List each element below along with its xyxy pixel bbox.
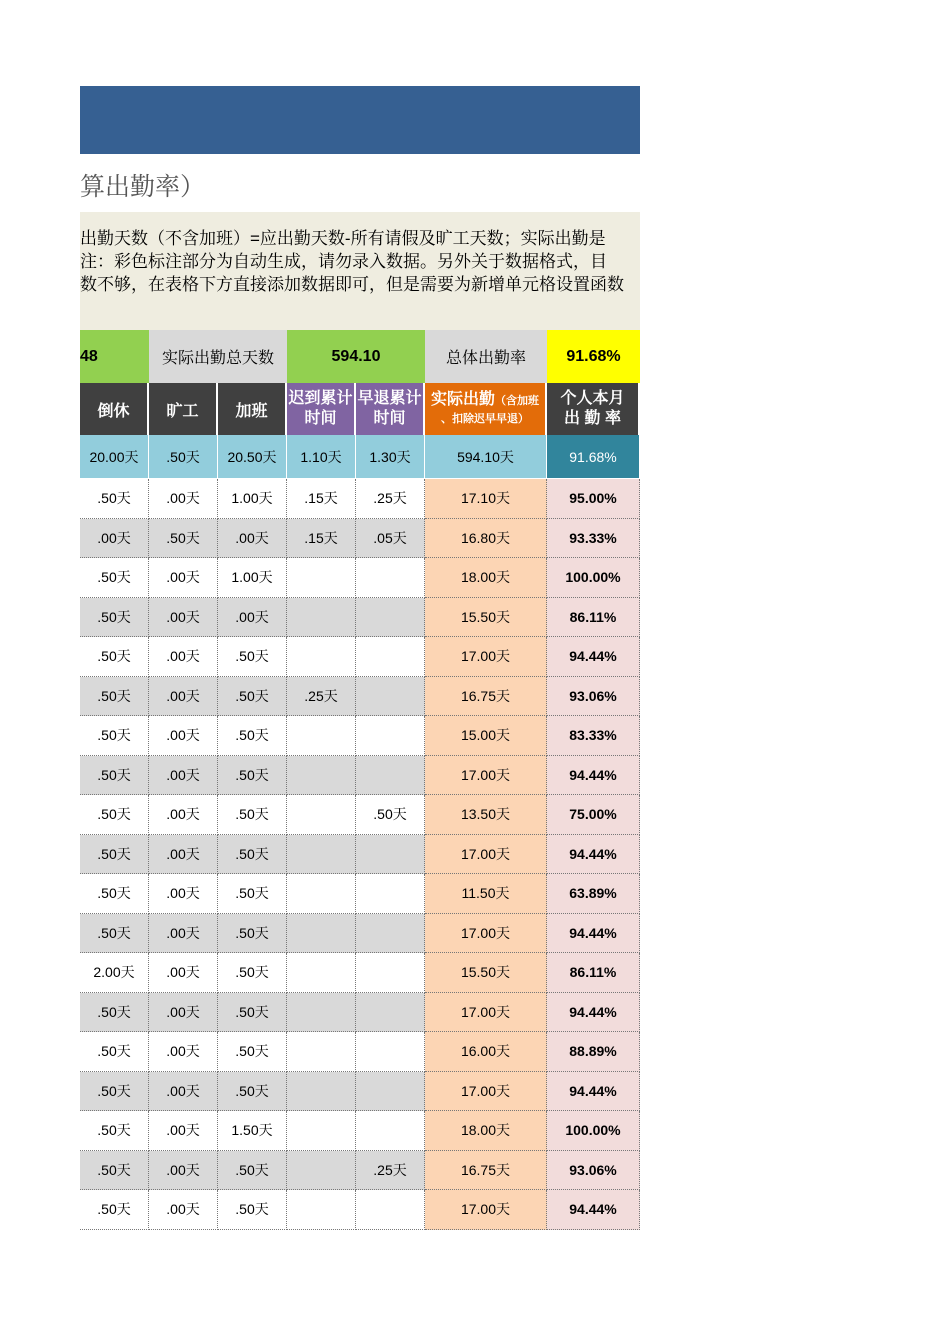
table-cell[interactable]: .00天 <box>218 598 287 638</box>
overall-rate-label: 总体出勤率 <box>425 330 547 383</box>
table-cell[interactable]: .50天 <box>218 874 287 914</box>
table-cell[interactable]: 86.11% <box>547 598 640 638</box>
table-cell[interactable]: 95.00% <box>547 479 640 519</box>
table-row <box>80 558 640 598</box>
note-line: 出勤天数（不含加班）=应出勤天数-所有请假及旷工天数；实际出勤是 <box>80 229 606 248</box>
notes-box <box>80 212 640 330</box>
table-cell[interactable]: .00天 <box>149 1151 218 1191</box>
table-cell[interactable]: .50天 <box>80 1111 149 1151</box>
table-cell[interactable]: .25天 <box>356 1151 425 1191</box>
table-row <box>80 756 640 796</box>
table-row <box>80 716 640 756</box>
table-cell[interactable] <box>287 835 356 875</box>
table-cell[interactable]: 16.75天 <box>425 677 547 717</box>
table-cell[interactable]: .00天 <box>149 598 218 638</box>
table-cell[interactable]: .50天 <box>149 519 218 559</box>
table-cell[interactable]: .50天 <box>80 598 149 638</box>
table-cell[interactable] <box>287 756 356 796</box>
table-cell[interactable]: .50天 <box>218 1190 287 1230</box>
table-cell[interactable] <box>356 1111 425 1151</box>
table-cell[interactable]: .50天 <box>218 1072 287 1112</box>
summary-partial-value[interactable]: 48 <box>80 330 149 383</box>
table-row <box>80 598 640 638</box>
table-cell[interactable]: .50天 <box>80 716 149 756</box>
table-cell[interactable]: .50天 <box>356 795 425 835</box>
table-cell[interactable] <box>356 1032 425 1072</box>
table-cell[interactable]: .50天 <box>80 558 149 598</box>
table-cell[interactable]: 13.50天 <box>425 795 547 835</box>
table-cell[interactable]: .50天 <box>80 914 149 954</box>
table-cell[interactable]: .05天 <box>356 519 425 559</box>
summary-row <box>80 330 640 383</box>
total-cell[interactable]: 20.00天 <box>80 435 149 479</box>
table-cell[interactable] <box>356 637 425 677</box>
table-cell[interactable] <box>287 1190 356 1230</box>
table-cell[interactable]: .00天 <box>149 1111 218 1151</box>
table-cell[interactable]: .50天 <box>218 953 287 993</box>
table-cell[interactable] <box>287 716 356 756</box>
table-cell[interactable] <box>356 914 425 954</box>
table-cell[interactable]: .00天 <box>149 756 218 796</box>
table-cell[interactable]: 15.50天 <box>425 953 547 993</box>
table-cell[interactable]: .50天 <box>218 835 287 875</box>
table-cell[interactable]: 2.00天 <box>80 953 149 993</box>
table-cell[interactable]: 17.00天 <box>425 1072 547 1112</box>
table-cell[interactable] <box>287 795 356 835</box>
table-cell[interactable]: .50天 <box>80 677 149 717</box>
col-header-early-leave-time: 早退累计 时间 <box>356 383 425 435</box>
table-cell[interactable] <box>356 756 425 796</box>
table-row <box>80 874 640 914</box>
table-cell[interactable]: .50天 <box>80 637 149 677</box>
col-header-comp-leave: 倒休 <box>80 383 149 435</box>
table-cell[interactable]: 83.33% <box>547 716 640 756</box>
table-cell[interactable]: .50天 <box>218 1151 287 1191</box>
table-cell[interactable] <box>356 835 425 875</box>
table-cell[interactable] <box>356 953 425 993</box>
table-cell[interactable]: .00天 <box>149 1072 218 1112</box>
table-cell[interactable]: .00天 <box>218 519 287 559</box>
table-cell[interactable]: 94.44% <box>547 1072 640 1112</box>
total-cell[interactable]: 594.10天 <box>425 435 547 479</box>
table-cell[interactable]: 100.00% <box>547 1111 640 1151</box>
table-cell[interactable]: 94.44% <box>547 914 640 954</box>
table-cell[interactable] <box>356 1072 425 1112</box>
table-cell[interactable]: 17.00天 <box>425 835 547 875</box>
table-cell[interactable]: .00天 <box>80 519 149 559</box>
table-cell[interactable] <box>356 1190 425 1230</box>
table-cell[interactable]: .50天 <box>80 993 149 1033</box>
table-cell[interactable]: .00天 <box>149 795 218 835</box>
col-header-late-time: 迟到累计 时间 <box>287 383 356 435</box>
table-cell[interactable]: 17.00天 <box>425 756 547 796</box>
table-cell[interactable] <box>356 677 425 717</box>
table-cell[interactable] <box>287 637 356 677</box>
table-cell[interactable]: .00天 <box>149 1032 218 1072</box>
table-cell[interactable]: .50天 <box>218 677 287 717</box>
table-cell[interactable]: 93.06% <box>547 677 640 717</box>
table-cell[interactable]: 11.50天 <box>425 874 547 914</box>
table-row <box>80 677 640 717</box>
table-cell[interactable]: .50天 <box>80 756 149 796</box>
table-cell[interactable] <box>287 914 356 954</box>
table-row <box>80 479 640 519</box>
table-cell[interactable]: 94.44% <box>547 993 640 1033</box>
table-cell[interactable]: 16.75天 <box>425 1151 547 1191</box>
table-cell[interactable] <box>287 1111 356 1151</box>
table-cell[interactable]: 93.06% <box>547 1151 640 1191</box>
table-cell[interactable]: .50天 <box>80 1032 149 1072</box>
table-cell[interactable] <box>356 598 425 638</box>
table-cell[interactable]: 16.00天 <box>425 1032 547 1072</box>
table-row <box>80 914 640 954</box>
column-header-row <box>80 383 640 435</box>
table-cell[interactable]: .50天 <box>218 914 287 954</box>
table-cell[interactable] <box>287 1072 356 1112</box>
table-cell[interactable]: .00天 <box>149 479 218 519</box>
actual-total-value[interactable]: 594.10 <box>287 330 425 383</box>
table-cell[interactable]: 88.89% <box>547 1032 640 1072</box>
table-row <box>80 519 640 559</box>
table-cell[interactable]: .50天 <box>80 1151 149 1191</box>
col-header-personal-rate: 个人本月 出 勤 率 <box>547 383 640 435</box>
table-cell[interactable]: .00天 <box>149 716 218 756</box>
table-cell[interactable]: .50天 <box>218 993 287 1033</box>
col-header-absent: 旷工 <box>149 383 218 435</box>
table-cell[interactable]: .50天 <box>218 637 287 677</box>
table-cell[interactable]: 94.44% <box>547 637 640 677</box>
table-row <box>80 1190 640 1230</box>
table-cell[interactable]: .25天 <box>287 677 356 717</box>
table-cell[interactable]: 16.80天 <box>425 519 547 559</box>
table-row <box>80 1151 640 1191</box>
table-cell[interactable] <box>287 993 356 1033</box>
table-cell[interactable] <box>287 1151 356 1191</box>
table-cell[interactable]: 1.00天 <box>218 479 287 519</box>
table-cell[interactable]: 94.44% <box>547 756 640 796</box>
table-cell[interactable]: .50天 <box>80 835 149 875</box>
table-cell[interactable]: .00天 <box>149 677 218 717</box>
table-cell[interactable]: .00天 <box>149 558 218 598</box>
title-banner <box>80 86 640 154</box>
table-cell[interactable]: 18.00天 <box>425 1111 547 1151</box>
total-cell[interactable]: 1.10天 <box>287 435 356 479</box>
table-row <box>80 1032 640 1072</box>
table-cell[interactable]: .50天 <box>218 716 287 756</box>
table-cell[interactable]: 75.00% <box>547 795 640 835</box>
table-cell[interactable]: .50天 <box>80 1190 149 1230</box>
table-cell[interactable]: .50天 <box>218 795 287 835</box>
totals-row <box>80 435 640 479</box>
table-row <box>80 953 640 993</box>
col-header-overtime: 加班 <box>218 383 287 435</box>
table-row <box>80 1111 640 1151</box>
table-cell[interactable]: .25天 <box>356 479 425 519</box>
table-cell[interactable]: 63.89% <box>547 874 640 914</box>
table-cell[interactable]: 1.50天 <box>218 1111 287 1151</box>
table-cell[interactable]: .00天 <box>149 874 218 914</box>
table-cell[interactable] <box>287 1032 356 1072</box>
table-cell[interactable]: .50天 <box>218 1032 287 1072</box>
table-row <box>80 1072 640 1112</box>
total-cell[interactable]: 1.30天 <box>356 435 425 479</box>
note-line: 注：彩色标注部分为自动生成，请勿录入数据。另外关于数据格式，目 <box>80 252 607 271</box>
table-cell[interactable] <box>356 874 425 914</box>
table-cell[interactable]: .00天 <box>149 835 218 875</box>
table-cell[interactable]: 17.00天 <box>425 637 547 677</box>
table-cell[interactable]: .50天 <box>80 1072 149 1112</box>
col-header-actual-attendance: 实际出勤（含加班 、扣除迟早早退） <box>425 383 547 435</box>
total-rate-cell[interactable]: 91.68% <box>547 435 640 479</box>
table-cell[interactable]: .50天 <box>80 874 149 914</box>
table-cell[interactable]: .50天 <box>80 795 149 835</box>
total-cell[interactable]: 20.50天 <box>218 435 287 479</box>
table-cell[interactable]: 17.10天 <box>425 479 547 519</box>
table-cell[interactable]: .00天 <box>149 953 218 993</box>
table-cell[interactable]: 17.00天 <box>425 914 547 954</box>
actual-total-label: 实际出勤总天数 <box>149 330 287 383</box>
table-cell[interactable]: 100.00% <box>547 558 640 598</box>
table-cell[interactable] <box>356 993 425 1033</box>
table-cell[interactable]: 86.11% <box>547 953 640 993</box>
table-cell[interactable] <box>287 874 356 914</box>
table-cell[interactable]: 94.44% <box>547 835 640 875</box>
table-cell[interactable]: .00天 <box>149 914 218 954</box>
table-row <box>80 637 640 677</box>
table-cell[interactable]: 1.00天 <box>218 558 287 598</box>
table-cell[interactable]: .50天 <box>80 479 149 519</box>
table-cell[interactable]: 15.00天 <box>425 716 547 756</box>
table-cell[interactable]: .15天 <box>287 519 356 559</box>
table-cell[interactable]: .00天 <box>149 637 218 677</box>
page-subtitle: 算出勤率） <box>80 173 206 201</box>
table-cell[interactable]: 15.50天 <box>425 598 547 638</box>
attendance-sheet <box>80 330 640 1230</box>
overall-rate-value[interactable]: 91.68% <box>547 330 640 383</box>
table-cell[interactable]: 93.33% <box>547 519 640 559</box>
table-cell[interactable] <box>356 558 425 598</box>
table-cell[interactable]: .50天 <box>218 756 287 796</box>
table-row <box>80 795 640 835</box>
table-row <box>80 993 640 1033</box>
table-cell[interactable]: .00天 <box>149 993 218 1033</box>
table-cell[interactable]: 17.00天 <box>425 993 547 1033</box>
table-cell[interactable]: .15天 <box>287 479 356 519</box>
table-cell[interactable] <box>356 716 425 756</box>
note-line: 数不够，在表格下方直接添加数据即可，但是需要为新增单元格设置函数 <box>80 275 624 294</box>
table-cell[interactable] <box>287 953 356 993</box>
table-row <box>80 835 640 875</box>
table-cell[interactable]: .00天 <box>149 1190 218 1230</box>
table-cell[interactable]: 94.44% <box>547 1190 640 1230</box>
table-cell[interactable] <box>287 598 356 638</box>
total-cell[interactable]: .50天 <box>149 435 218 479</box>
table-cell[interactable]: 18.00天 <box>425 558 547 598</box>
table-cell[interactable]: 17.00天 <box>425 1190 547 1230</box>
table-cell[interactable] <box>287 558 356 598</box>
